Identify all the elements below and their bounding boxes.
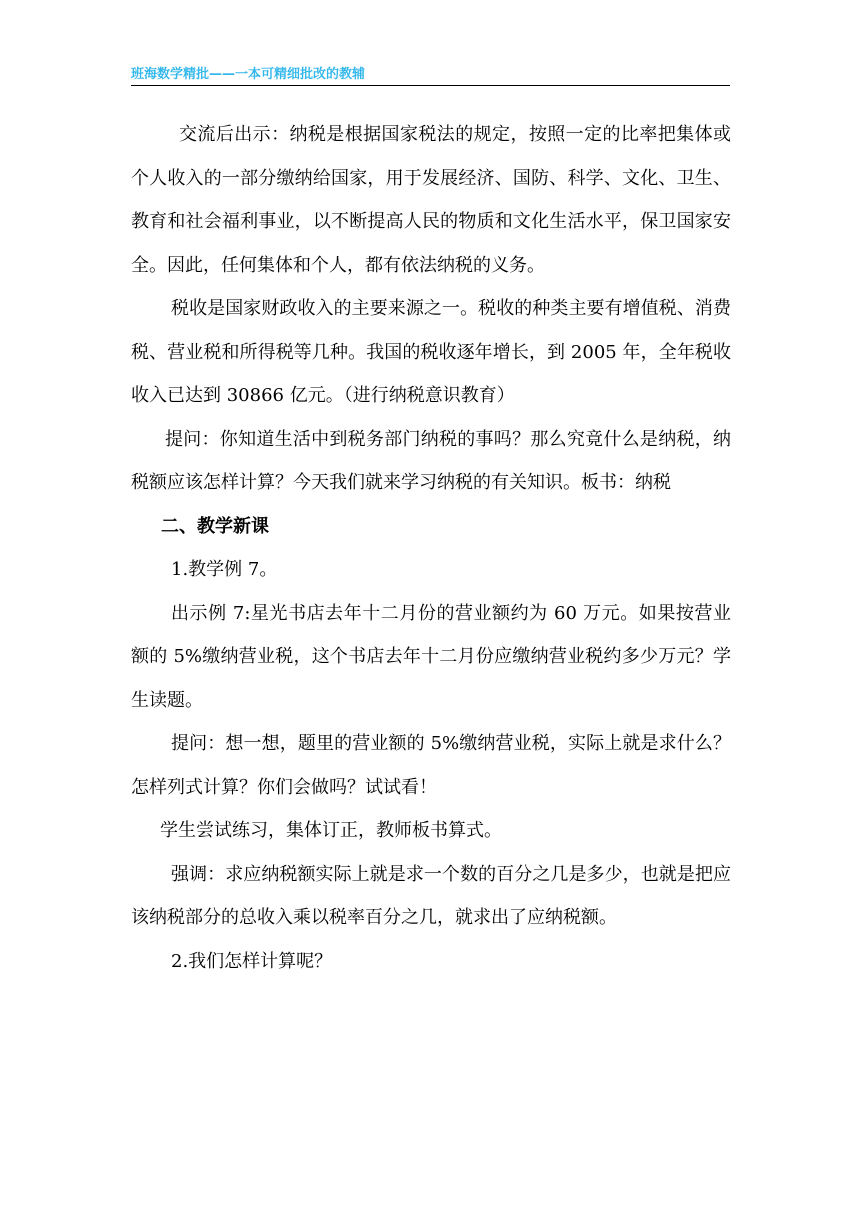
paragraph-tax-definition: 交流后出示：纳税是根据国家税法的规定，按照一定的比率把集体或个人收入的一部分缴纳给国家，用于发展经济、国防、科学、文化、卫生、教育和社会福利事业，以不断提高人民的物质和文化生活水平，保卫国家安全。因此，任何集体和个人，都有依法纳税的义务。: [131, 124, 731, 276]
paragraph-emphasis: 强调：求应纳税额实际上就是求一个数的百分之几是多少，也就是把应该纳税部分的总收入乘以税率百分之几，就求出了应纳税额。: [131, 863, 731, 928]
paragraph-example-heading: 1.教学例 7。: [171, 559, 278, 580]
paragraph-question-intro: 提问：你知道生活中到税务部门纳税的事吗？那么究竟什么是纳税，纳税额应该怎样计算？今天我们就来学习纳税的有关知识。板书：纳税: [131, 428, 731, 493]
paragraph-example-7: 出示例 7:星光书店去年十二月份的营业额约为 60 万元。如果按营业额的 5%缴纳营业税，这个书店去年十二月份应缴纳营业税约多少万元？学生读题。: [131, 602, 731, 711]
header-title: 班海数学精批——一本可精细批改的教辅: [131, 67, 366, 82]
paragraph-question-think: 提问：想一想，题里的营业额的 5%缴纳营业税，实际上就是求什么？怎样列式计算？你们会做吗？试试看！: [131, 733, 731, 798]
paragraph-how-to-calculate: 2.我们怎样计算呢？: [171, 950, 333, 972]
paragraph-student-practice: 学生尝试练习，集体订正，教师板书算式。: [160, 820, 502, 841]
section-heading-new-lesson: 二、教学新课: [161, 515, 269, 537]
page-header: [131, 58, 730, 86]
paragraph-tax-revenue: 税收是国家财政收入的主要来源之一。税收的种类主要有增值税、消费税、营业税和所得税等几种。我国的税收逐年增长，到 2005 年，全年税收收入已达到 30866 亿元。（进行纳税意识教育）: [131, 298, 731, 406]
document-body: [131, 113, 731, 983]
